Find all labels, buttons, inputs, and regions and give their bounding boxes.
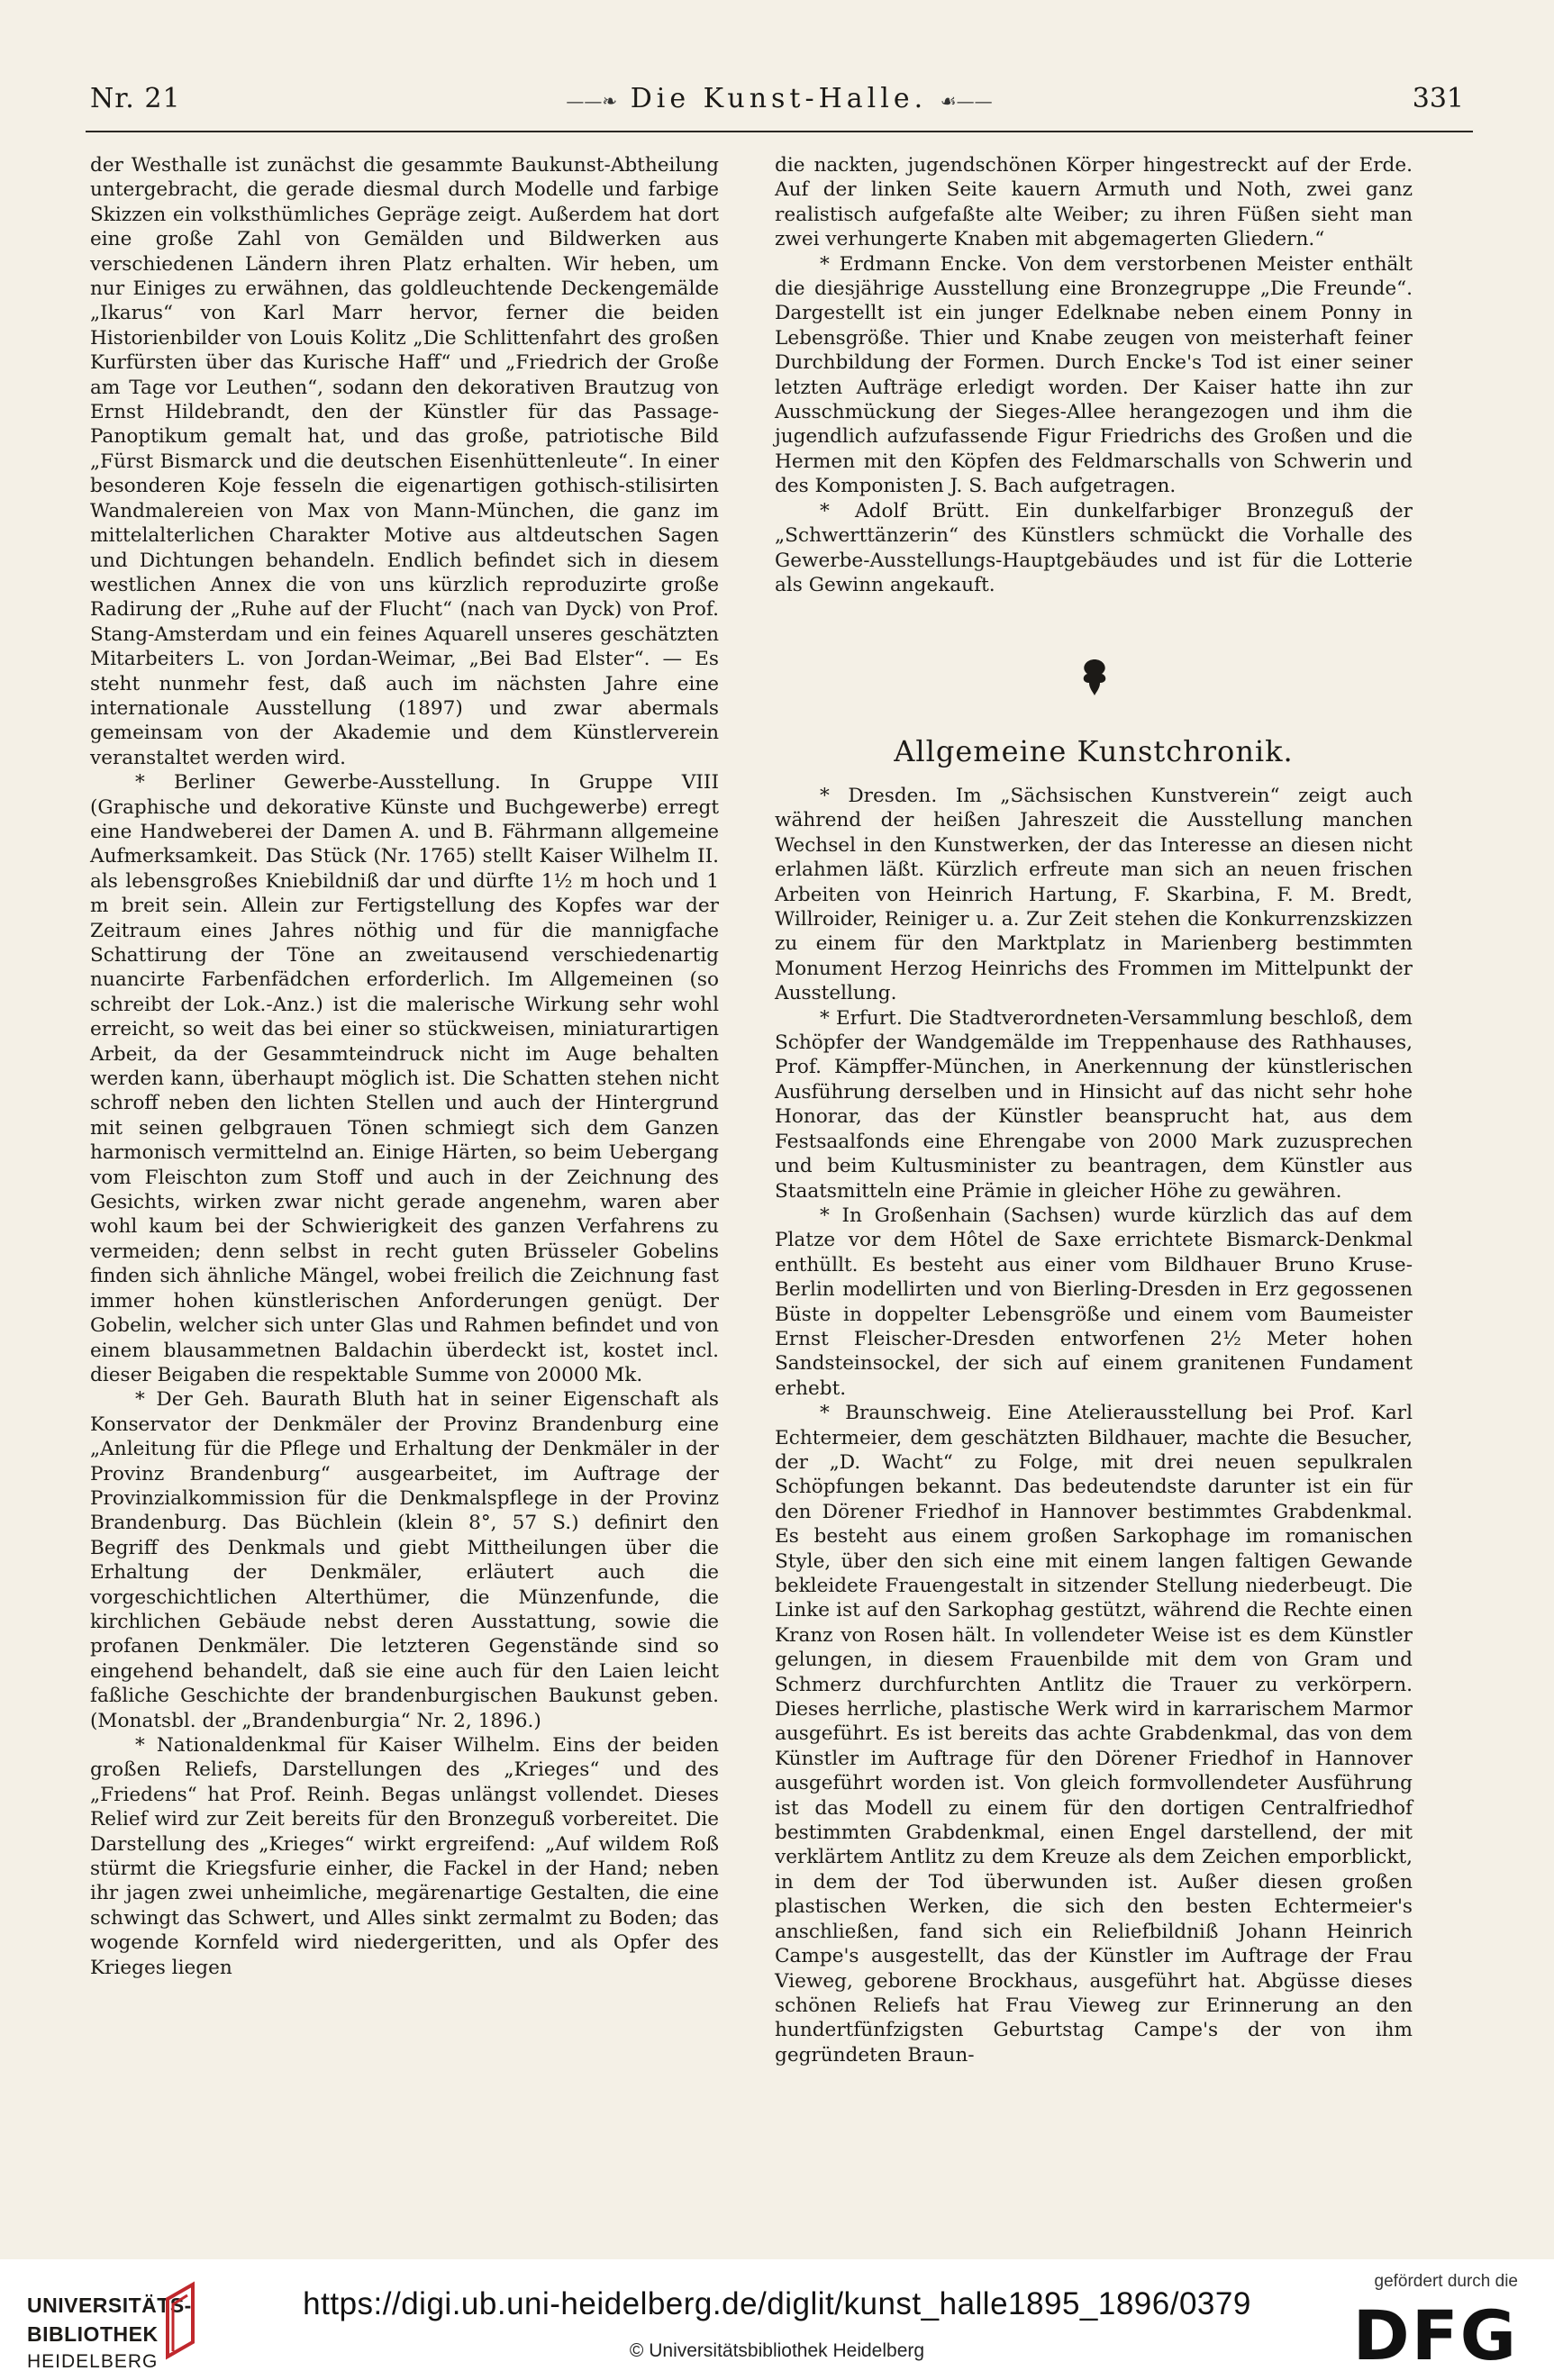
paragraph: * Braunschweig. Eine Atelierausstellung bei Prof. Karl Echtermeier, dem geschätzten Bildhauer, machte die Besucher, der „D. Wacht“ zu Folge, mit drei neuen sepulkralen Schöpfungen bekannt. Das bedeutendste darunter ist ein für den Dörener Friedhof in Hannover bestimmtes Grabdenkmal. Es besteht aus einem großen Sarkophage im romanischen Style, über den sich eine mit einem langen faltigen Gewande bekleidete Frauengestalt in sitzender Stellung niederbeugt. Die Linke ist auf den Sarkophag gestützt, während die Rechte einen Kranz von Rosen hält. In vollendeter Weise ist es dem Künstler gelungen, in diesem Frauenbilde mit dem von Gram und Schmerz durchfurchten Antlitz die Trauer zu verkörpern. Dieses herrliche, plastische Werk wird in karrarischem Marmor ausgeführt. Es ist bereits das achte Grabdenkmal, das von dem Künstler im Auftrage für den Dörener Friedhof in Hannover ausgeführt worden ist. Von gleich formvollendeter Ausführung ist das Modell zu einem für den dortigen Centralfriedhof bestimmten Grabdenkmal, einen Engel darstellend, der mit verklärtem Antlitz zu dem Kreuze als dem Zeichen emporblickt, in dem der Tod überwunden ist. Außer diesen großen plastischen Werken, die sich den besten Echtermeier's anschließen, fand sich ein Reliefbildniß Johann Heinrich Campe's ausgestellt, das der Künstler im Auftrage der Frau Vieweg, geborene Brockhaus, ausgeführt hat. Abgüsse dieses schönen Reliefs hat Frau Vieweg zur Erinnerung an den hundertfünfzigsten Geburtstag Campe's der von ihm gegründeten Braun-	[775, 1402, 1413, 2067]
issue-number: Nr. 21	[90, 83, 181, 114]
copyright-notice: © Universitätsbibliothek Heidelberg	[629, 2340, 925, 2361]
header-rule	[86, 131, 1473, 132]
page-number: 331	[1412, 83, 1464, 114]
journal-title	[86, 83, 1473, 114]
paragraph: * Erfurt. Die Stadtverordneten-Versammlung beschloß, dem Schöpfer der Wandgemälde im Treppenhause des Rathhauses, Prof. Kämpffer-München, in Anerkennung der künstlerischen Ausführung derselben und in Hinsicht auf das nicht sehr hohe Honorar, das der Künstler beansprucht hat, aus dem Festsaalfonds eine Ehrengabe von 2000 Mark zuzusprechen und beim Kultusminister zu beantragen, dem Künstler aus Staatsmitteln eine Prämie in gleicher Höhe zu gewähren.	[775, 1006, 1413, 1203]
left-column	[90, 153, 719, 1980]
paragraph: * Dresden. Im „Sächsischen Kunstverein“ zeigt auch während der heißen Jahreszeit die Ausstellung manchen Wechsel in den Kunstwerken, der das Interesse an diesen nicht erlahmen läßt. Kürzlich erfreute man sich an neuen frischen Arbeiten von Heinrich Hartung, F. Skarbina, F. M. Bredt, Willroider, Reiniger u. a. Zur Zeit stehen die Konkurrenzskizzen zu einem für den Marktplatz in Marienberg bestimmten Monument Herzog Heinrichs des Frommen im Mittelpunkt der Ausstellung.	[775, 785, 1413, 1005]
paragraph: der Westhalle ist zunächst die gesammte Baukunst-Abtheilung untergebracht, die gerade diesmal durch Modelle und farbige Skizzen ein volksthümliches Gepräge zeigt. Außerdem hat dort eine große Zahl von Gemälden und Bildwerken aus verschiedenen Ländern ihren Platz erhalten. Wir heben, um nur Einiges zu erwähnen, das goldleuchtende Deckengemälde „Ikarus“ von Karl Marr hervor, ferner die beiden Historienbilder von Louis Kolitz „Die Schlittenfahrt des großen Kurfürsten über das Kurische Haff“ und „Friedrich der Große am Tage vor Leuthen“, sodann den dekorativen Brautzug von Ernst Hildebrandt, den der Künstler für das Passage-Panoptikum gemalt hat, und das große, patriotische Bild „Fürst Bismarck und die deutschen Eisenhüttenleute“. In einer besonderen Koje fesseln die eigenartigen gothisch-stilisirten Wandmalereien von Max von Mann-München, die ganz im mittelalterlichen Charakter Motive aus altdeutschen Sagen und Dichtungen behandeln. Endlich befindet sich in diesem westlichen Annex die von uns kürzlich reproduzirte große Radirung der „Ruhe auf der Flucht“ (nach van Dyck) von Prof. Stang-Amsterdam und ein feines Aquarell unseres geschätzten Mitarbeiters L. von Jordan-Weimar, „Bei Bad Elster“. — Es steht nunmehr fest, daß auch im nächsten Jahre eine internationale Ausstellung (1897) und zwar abermals gemeinsam von der Akademie und dem Künstlerverein veranstaltet werden wird.	[90, 154, 719, 769]
library-name-line2: BIBLIOTHEK	[27, 2322, 159, 2346]
footer-bar	[0, 2259, 1554, 2380]
left-ornament-icon: ——❧	[566, 90, 618, 112]
page-header	[86, 83, 1473, 128]
permalink-url[interactable]: https://digi.ub.uni-heidelberg.de/diglit/kunst_halle1895_1896/0379	[303, 2286, 1251, 2321]
paragraph: die nackten, jugendschönen Körper hingestreckt auf der Erde. Auf der linken Seite kauern Armuth und Noth, zwei ganz realistisch aufgefaßte alte Weiber; zu ihren Füßen sieht man zwei verhungerte Knaben mit abgemagerten Gliedern.“	[775, 154, 1413, 251]
paragraph: * In Großenhain (Sachsen) wurde kürzlich das auf dem Platze vor dem Hôtel de Saxe errichtete Bismarck-Denkmal enthüllt. Es besteht aus einer vom Bildhauer Bruno Kruse-Berlin modellirten und von Bierling-Dresden in Erz gegossenen Büste in doppelter Lebensgröße und einem vom Baumeister Ernst Fleischer-Dresden entworfenen 2½ Meter hohen Sandsteinsockel, der sich auf einem granitenen Fundament erhebt.	[775, 1204, 1413, 1400]
section-heading	[775, 734, 1413, 768]
paragraph: * Nationaldenkmal für Kaiser Wilhelm. Eins der beiden großen Reliefs, Darstellungen des „Krieges“ und des „Friedens“ hat Prof. Reinh. Begas unlängst vollendet. Dieses Relief wird zur Zeit bereits für den Bronzeguß vorbereitet. Die Darstellung des „Krieges“ wirkt ergreifend: „Auf wildem Roß stürmt die Kriegsfurie einher, die Fackel in der Hand; neben ihr jagen zwei unheimliche, megärenartige Gestalten, die eine schwingt das Schwert, und Alles sinkt zermalmt zu Boden; das wogende Kornfeld wird niedergeritten, und als Opfer des Krieges liegen	[90, 1734, 719, 1979]
paragraph: * Adolf Brütt. Ein dunkelfarbiger Bronzeguß der „Schwerttänzerin“ des Künstlers schmückt die Vorhalle des Gewerbe-Ausstellungs-Hauptgebäudes und ist für die Lotterie als Gewinn angekauft.	[775, 499, 1413, 596]
right-column-bottom	[775, 784, 1413, 2067]
library-name-line3: HEIDELBERG	[27, 2351, 159, 2372]
right-ornament-icon: ☙——	[940, 90, 993, 112]
section-title: Allgemeine Kunstchronik.	[894, 734, 1294, 768]
journal-title-text: Die Kunst-Halle.	[630, 83, 928, 114]
right-column-top	[775, 153, 1413, 597]
dfg-logo	[1347, 2272, 1518, 2375]
fleuron-icon	[1077, 656, 1113, 699]
dfg-wordmark: DFG	[1352, 2295, 1518, 2375]
funding-note: gefördert durch die	[1374, 2272, 1518, 2291]
paragraph: * Berliner Gewerbe-Ausstellung. In Gruppe VIII (Graphische und dekorative Künste und Buchgewerbe) erregt eine Handweberei der Damen A. und B. Fährmann allgemeine Aufmerksamkeit. Das Stück (Nr. 1765) stellt Kaiser Wilhelm II. als lebensgroßes Kniebildniß dar und dürfte 1½ m hoch und 1 m breit sein. Allein zur Fertigstellung des Kopfes war der Zeitraum eines Jahres nöthig und für die mannigfache Schattirung der Töne an zweitausend verschiedenartig nuancirte Farbenfädchen erforderlich. Im Allgemeinen (so schreibt der Lok.-Anz.) ist die malerische Wirkung sehr wohl erreicht, so weit das bei einer so stückweisen, miniaturartigen Arbeit, da der Gesammteindruck nicht im Auge behalten werden kann, überhaupt möglich ist. Die Schatten stehen nicht schroff neben den lichten Stellen und auch der Hintergrund mit seinen gelbgrauen Tönen schmiegt sich dem Ganzen harmonisch vermittelnd an. Einige Härten, so beim Uebergang vom Fleischton zum Stoff und auch in der Zeichnung des Gesichts, wirken zwar nicht gerade angenehm, waren aber wohl kaum bei der Schwierigkeit des ganzen Verfahrens zu vermeiden; denn selbst in recht guten Brüsseler Gobelins finden sich ähnliche Mängel, wobei freilich die Zeichnung fast immer hohen künstlerischen Anforderungen genügt. Der Gobelin, welcher sich unter Glas und Rahmen befindet und von einem blausammetnen Baldachin überdeckt ist, kostet incl. dieser Beigaben die respektable Summe von 20000 Mk.	[90, 771, 719, 1386]
library-name-line1: UNIVERSITÄTS-	[27, 2294, 192, 2317]
paragraph: * Der Geh. Baurath Bluth hat in seiner Eigenschaft als Konservator der Denkmäler der Provinz Brandenburg eine „Anleitung für die Pflege und Erhaltung der Denkmäler in der Provinz Brandenburg“ ausgearbeitet, im Auftrage der Provinzialkommission für die Denkmalspflege in der Provinz Brandenburg. Das Büchlein (klein 8°, 57 S.) definirt den Begriff des Denkmals und giebt Mittheilungen über die Erhaltung der Denkmäler, erläutert auch die vorgeschichtlichen Alterthümer, die Münzenfunde, die kirchlichen Gebäude nebst deren Ausstattung, sowie die profanen Denkmäler. Die letzteren Gegenstände sind so eingehend behandelt, daß sie eine auch für den Laien leicht faßliche Geschichte der brandenburgischen Baukunst geben. (Monatsbl. der „Brandenburgia“ Nr. 2, 1896.)	[90, 1388, 719, 1732]
paragraph: * Erdmann Encke. Von dem verstorbenen Meister enthält die diesjährige Ausstellung eine Bronzegruppe „Die Freunde“. Dargestellt ist ein junger Edelknabe neben einem Ponny in Lebensgröße. Thier und Knabe zeugen von meisterhaft feiner Durchbildung der Formen. Durch Encke's Tod ist einer seiner letzten Aufträge erledigt worden. Der Kaiser hatte ihn zur Ausschmückung der Sieges-Allee herangezogen und ihm die jugendlich aufzufassende Figur Friedrichs des Großen und die Hermen mit den Köpfen des Feldmarschalls von Schwerin und des Komponisten J. S. Bach aufgetragen.	[775, 252, 1413, 498]
